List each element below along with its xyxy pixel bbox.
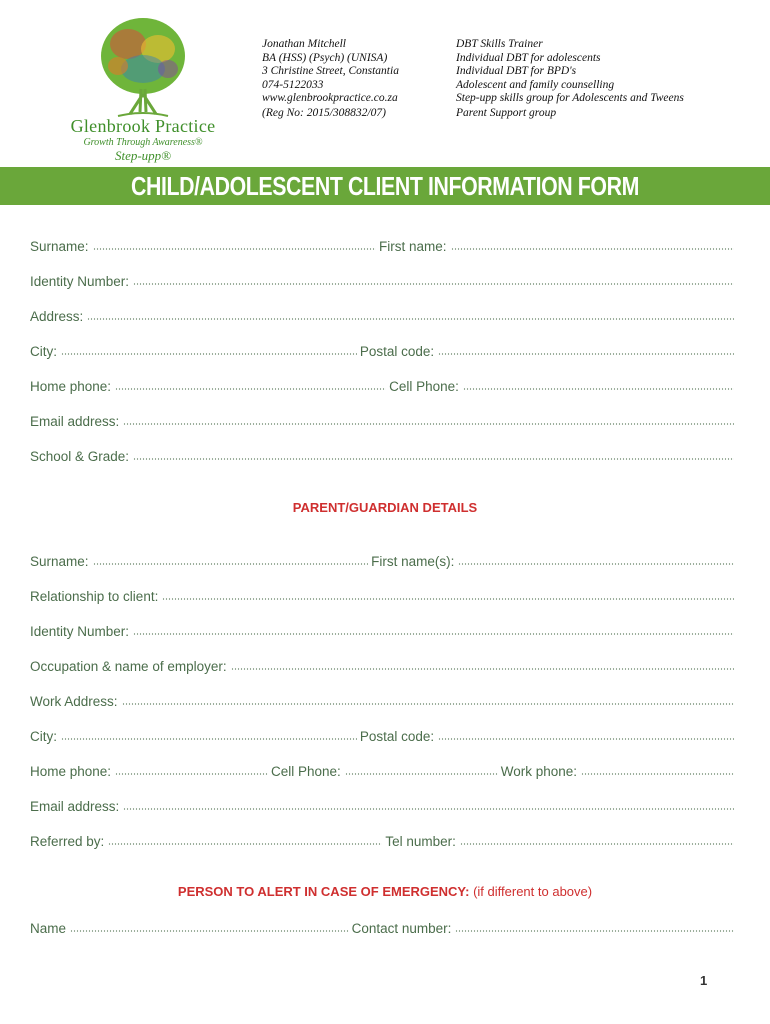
email-field[interactable] bbox=[123, 423, 734, 425]
cell-phone-label: Cell Phone: bbox=[389, 379, 459, 394]
parent-phone-row bbox=[30, 761, 734, 779]
parent-name-row bbox=[30, 551, 734, 569]
contact-line: 074-5122033 bbox=[262, 78, 324, 91]
tree-logo-icon bbox=[88, 14, 198, 124]
postal-code-label: Postal code: bbox=[359, 344, 435, 359]
occupation-field[interactable] bbox=[231, 668, 734, 670]
contact-line: www.glenbrookpractice.co.za bbox=[262, 92, 398, 105]
work-address-row bbox=[30, 691, 734, 709]
parent-city-label: City: bbox=[30, 729, 57, 744]
emergency-name-label: Name bbox=[30, 921, 67, 936]
parent-surname-label: Surname: bbox=[30, 554, 89, 569]
parent-home-phone-field[interactable] bbox=[115, 773, 268, 775]
work-phone-field[interactable] bbox=[581, 773, 734, 775]
client-city-row bbox=[30, 341, 734, 359]
tel-number-label: Tel number: bbox=[385, 834, 456, 849]
letterhead bbox=[0, 0, 770, 165]
service-line: Parent Support group bbox=[456, 106, 557, 119]
relationship-label: Relationship to client: bbox=[30, 589, 159, 604]
postal-code-field[interactable] bbox=[438, 353, 734, 355]
client-id-row bbox=[30, 271, 734, 289]
surname-field[interactable] bbox=[93, 248, 376, 250]
school-grade-label: School & Grade: bbox=[30, 449, 130, 464]
brand-name: Glenbrook Practice bbox=[70, 116, 216, 136]
occupation-row bbox=[30, 656, 734, 674]
parent-cell-phone-label: Cell Phone: bbox=[271, 764, 341, 779]
parent-id-label: Identity Number: bbox=[30, 624, 130, 639]
contact-line: 3 Christine Street, Constantia bbox=[262, 65, 399, 78]
home-phone-label: Home phone: bbox=[30, 379, 112, 394]
emergency-contact-label: Contact number: bbox=[351, 921, 452, 936]
brand-tagline: Growth Through Awareness® bbox=[83, 137, 203, 148]
id-number-field[interactable] bbox=[133, 283, 734, 285]
emergency-row bbox=[30, 918, 734, 936]
form-title: CHILD/ADOLESCENT CLIENT INFORMATION FORM bbox=[131, 171, 639, 201]
contact-line: BA (HSS) (Psych) (UNISA) bbox=[262, 51, 388, 64]
first-name-label: First name: bbox=[379, 239, 447, 254]
contact-line: (Reg No: 2015/308832/07) bbox=[262, 106, 386, 119]
id-number-label: Identity Number: bbox=[30, 274, 130, 289]
parent-city-field[interactable] bbox=[61, 738, 357, 740]
parent-section-heading: PARENT/GUARDIAN DETAILS bbox=[292, 500, 478, 515]
parent-first-names-field[interactable] bbox=[458, 563, 734, 565]
emergency-name-field[interactable] bbox=[70, 930, 349, 932]
parent-home-phone-label: Home phone: bbox=[30, 764, 112, 779]
emergency-note: (if different to above) bbox=[473, 884, 593, 899]
work-address-label: Work Address: bbox=[30, 694, 118, 709]
address-field[interactable] bbox=[87, 318, 734, 320]
parent-email-field[interactable] bbox=[123, 808, 734, 810]
contact-line: Jonathan Mitchell bbox=[262, 38, 346, 50]
relationship-field[interactable] bbox=[162, 598, 734, 600]
client-school-row bbox=[30, 446, 734, 464]
address-label: Address: bbox=[30, 309, 84, 324]
school-grade-field[interactable] bbox=[133, 458, 734, 460]
first-name-field[interactable] bbox=[451, 248, 734, 250]
parent-city-row bbox=[30, 726, 734, 744]
service-line: Adolescent and family counselling bbox=[456, 78, 615, 91]
client-email-row bbox=[30, 411, 734, 429]
surname-label: Surname: bbox=[30, 239, 89, 254]
home-phone-field[interactable] bbox=[115, 388, 386, 390]
parent-email-row bbox=[30, 796, 734, 814]
city-field[interactable] bbox=[61, 353, 357, 355]
city-label: City: bbox=[30, 344, 57, 359]
referred-by-label: Referred by: bbox=[30, 834, 105, 849]
parent-id-row bbox=[30, 621, 734, 639]
work-address-field[interactable] bbox=[122, 703, 734, 705]
email-label: Email address: bbox=[30, 414, 120, 429]
work-phone-label: Work phone: bbox=[500, 764, 578, 779]
referral-row bbox=[30, 831, 734, 849]
parent-cell-phone-field[interactable] bbox=[345, 773, 498, 775]
page-number: 1 bbox=[700, 973, 708, 988]
service-line: DBT Skills Trainer bbox=[456, 38, 543, 50]
client-address-row bbox=[30, 306, 734, 324]
parent-first-names-label: First name(s): bbox=[371, 554, 455, 569]
parent-surname-field[interactable] bbox=[93, 563, 369, 565]
tel-number-field[interactable] bbox=[460, 843, 734, 845]
service-line: Step-upp skills group for Adolescents and Tweens bbox=[456, 92, 684, 105]
parent-id-field[interactable] bbox=[133, 633, 734, 635]
emergency-contact-field[interactable] bbox=[455, 930, 734, 932]
contact-left bbox=[262, 38, 399, 121]
service-line: Individual DBT for BPD's bbox=[456, 65, 577, 78]
title-bar bbox=[0, 167, 770, 205]
referred-by-field[interactable] bbox=[108, 843, 382, 845]
parent-postal-code-field[interactable] bbox=[438, 738, 734, 740]
service-line: Individual DBT for adolescents bbox=[456, 51, 601, 64]
client-phone-row bbox=[30, 376, 734, 394]
occupation-label: Occupation & name of employer: bbox=[30, 659, 227, 674]
cell-phone-field[interactable] bbox=[463, 388, 734, 390]
parent-email-label: Email address: bbox=[30, 799, 120, 814]
relationship-row bbox=[30, 586, 734, 604]
emergency-heading: PERSON TO ALERT IN CASE OF EMERGENCY: bbox=[177, 884, 470, 899]
contact-right bbox=[456, 38, 684, 121]
parent-postal-code-label: Postal code: bbox=[359, 729, 435, 744]
brand-sub: Step-upp® bbox=[114, 148, 172, 163]
emergency-section-heading bbox=[0, 884, 770, 899]
client-name-row bbox=[30, 236, 734, 254]
